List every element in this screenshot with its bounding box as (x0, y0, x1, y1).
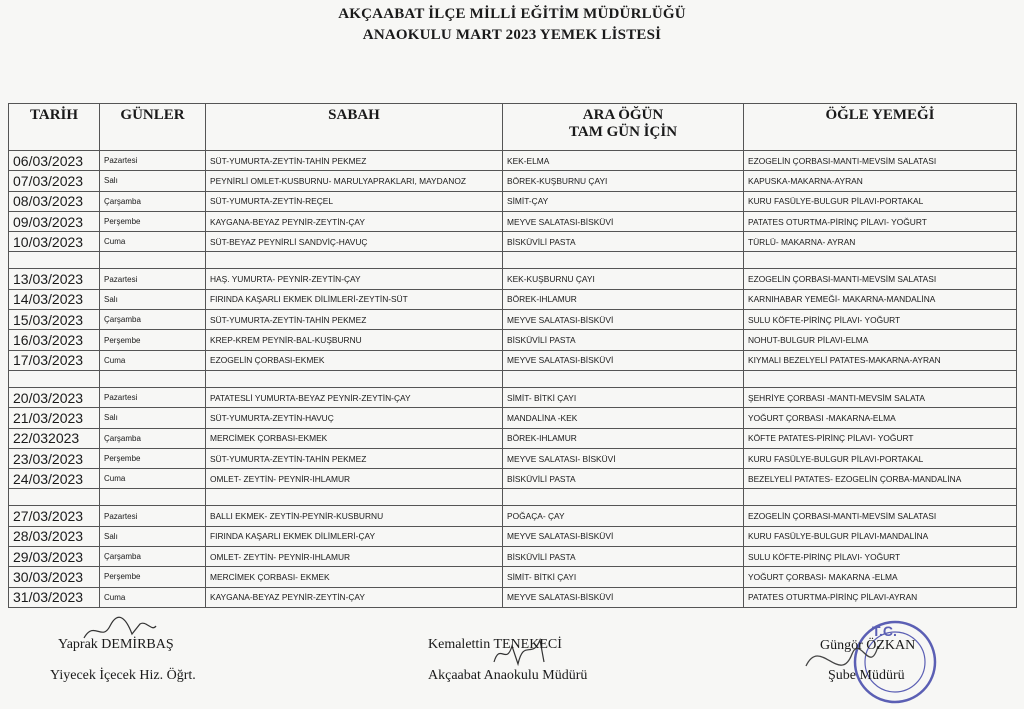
ogle-yemegi-cell: KIYMALI BEZELYELİ PATATES-MAKARNA-AYRAN (744, 350, 1017, 370)
signature-role-2: Akçaabat Anaokulu Müdürü (428, 668, 588, 683)
table-row (9, 587, 1017, 607)
ogle-yemegi-cell: KURU FASÜLYE-BULGUR PİLAVI-MANDALİNA (744, 526, 1017, 546)
empty-cell (503, 370, 744, 387)
ara-ogun-cell: BÖREK-IHLAMUR (503, 428, 744, 448)
table-row (9, 547, 1017, 567)
day-cell: Cuma (100, 232, 206, 252)
day-cell: Çarşamba (100, 547, 206, 567)
day-cell: Perşembe (100, 330, 206, 350)
table-row (9, 350, 1017, 370)
signature-name-1: Yaprak DEMİRBAŞ (58, 637, 174, 652)
ara-ogun-cell: SİMİT- BİTKİ ÇAYI (503, 387, 744, 407)
date-cell: 09/03/2023 (9, 211, 100, 231)
sabah-cell: SÜT-YUMURTA-ZEYTİN-HAVUÇ (206, 408, 503, 428)
day-cell: Pazartesi (100, 506, 206, 526)
ara-ogun-cell: MEYVE SALATASI-BİSKÜVİ (503, 350, 744, 370)
ara-ogun-cell: KEK-ELMA (503, 151, 744, 171)
sabah-cell: KREP-KREM PEYNİR-BAL-KUŞBURNU (206, 330, 503, 350)
ogle-yemegi-cell: KAPUSKA-MAKARNA-AYRAN (744, 171, 1017, 191)
day-cell: Çarşamba (100, 310, 206, 330)
sabah-cell: EZOGELİN ÇORBASI-EKMEK (206, 350, 503, 370)
table-row (9, 232, 1017, 252)
day-cell: Salı (100, 171, 206, 191)
day-cell: Cuma (100, 587, 206, 607)
sabah-cell: SÜT-BEYAZ PEYNİRLİ SANDVİÇ-HAVUÇ (206, 232, 503, 252)
week-separator-row (9, 489, 1017, 506)
date-cell: 23/03/2023 (9, 448, 100, 468)
ogle-yemegi-cell: KÖFTE PATATES-PİRİNÇ PİLAVI- YOĞURT (744, 428, 1017, 448)
signature-block-3 (790, 606, 990, 706)
sabah-cell: BALLI EKMEK- ZEYTİN-PEYNİR-KUSBURNU (206, 506, 503, 526)
empty-cell (744, 370, 1017, 387)
date-cell: 06/03/2023 (9, 151, 100, 171)
ara-ogun-cell: BİSKÜVİLİ PASTA (503, 469, 744, 489)
empty-cell (100, 252, 206, 269)
ogle-yemegi-cell: SULU KÖFTE-PİRİNÇ PİLAVI- YOĞURT (744, 547, 1017, 567)
empty-cell (503, 489, 744, 506)
ara-ogun-cell: BİSKÜVİLİ PASTA (503, 547, 744, 567)
table-row (9, 448, 1017, 468)
date-cell: 21/03/2023 (9, 408, 100, 428)
empty-cell (744, 489, 1017, 506)
header-line-2: ANAOKULU MART 2023 YEMEK LİSTESİ (362, 27, 662, 43)
ogle-yemegi-cell: SULU KÖFTE-PİRİNÇ PİLAVI- YOĞURT (744, 310, 1017, 330)
official-stamp-icon (800, 606, 950, 706)
day-cell: Salı (100, 408, 206, 428)
empty-cell (100, 489, 206, 506)
sabah-cell: SÜT-YUMURTA-ZEYTİN-TAHİN PEKMEZ (206, 310, 503, 330)
empty-cell (503, 252, 744, 269)
ara-ogun-cell: SİMİT-ÇAY (503, 191, 744, 211)
table-row (9, 289, 1017, 309)
empty-cell (744, 252, 1017, 269)
table-row (9, 469, 1017, 489)
col-header-gunler: GÜNLER (100, 104, 206, 151)
day-cell: Pazartesi (100, 269, 206, 289)
ogle-yemegi-cell: KURU FASÜLYE-BULGUR PİLAVI-PORTAKAL (744, 191, 1017, 211)
col-header-sabah: SABAH (206, 104, 503, 151)
table-row (9, 191, 1017, 211)
ara-ogun-cell: MEYVE SALATASI-BİSKÜVİ (503, 310, 744, 330)
sabah-cell: OMLET- ZEYTİN- PEYNİR-IHLAMUR (206, 547, 503, 567)
week-separator-row (9, 370, 1017, 387)
signature-block-1 (50, 628, 250, 698)
table-row (9, 330, 1017, 350)
date-cell: 29/03/2023 (9, 547, 100, 567)
sabah-cell: SÜT-YUMURTA-ZEYTİN-TAHİN PEKMEZ (206, 448, 503, 468)
day-cell: Perşembe (100, 211, 206, 231)
day-cell: Çarşamba (100, 428, 206, 448)
ara-ogun-cell: KEK-KUŞBURNU ÇAYI (503, 269, 744, 289)
table-row (9, 567, 1017, 587)
date-cell: 17/03/2023 (9, 350, 100, 370)
menu-table-body (9, 151, 1017, 608)
day-cell: Perşembe (100, 448, 206, 468)
date-cell: 14/03/2023 (9, 289, 100, 309)
ara-ogun-cell: BÖREK-IHLAMUR (503, 289, 744, 309)
empty-cell (9, 489, 100, 506)
ogle-yemegi-cell: BEZELYELİ PATATES- EZOGELİN ÇORBA-MANDALİNA (744, 469, 1017, 489)
signature-name-2: Kemalettin TENEKECİ (428, 637, 562, 652)
day-cell: Pazartesi (100, 387, 206, 407)
col-header-ara-ogun-line2: TAM GÜN İÇİN (568, 124, 678, 140)
ogle-yemegi-cell: TÜRLÜ- MAKARNA- AYRAN (744, 232, 1017, 252)
signature-block-2 (428, 628, 628, 698)
empty-cell (206, 489, 503, 506)
empty-cell (9, 370, 100, 387)
ara-ogun-cell: MEYVE SALATASI- BİSKÜVİ (503, 448, 744, 468)
table-header-row (9, 104, 1017, 151)
sabah-cell: MERCİMEK ÇORBASI- EKMEK (206, 567, 503, 587)
table-row (9, 526, 1017, 546)
sabah-cell: FIRINDA KAŞARLI EKMEK DİLİMLERİ-ÇAY (206, 526, 503, 546)
day-cell: Salı (100, 289, 206, 309)
empty-cell (9, 252, 100, 269)
sabah-cell: PATATESLİ YUMURTA-BEYAZ PEYNİR-ZEYTİN-ÇAY (206, 387, 503, 407)
sabah-cell: SÜT-YUMURTA-ZEYTİN-TAHİN PEKMEZ (206, 151, 503, 171)
ogle-yemegi-cell: YOĞURT ÇORBASI -MAKARNA-ELMA (744, 408, 1017, 428)
col-header-ara-ogun-line1: ARA ÖĞÜN (582, 107, 664, 123)
date-cell: 22/032023 (9, 428, 100, 448)
table-row (9, 211, 1017, 231)
ogle-yemegi-cell: EZOGELİN ÇORBASI-MANTI-MEVSİM SALATASI (744, 151, 1017, 171)
date-cell: 16/03/2023 (9, 330, 100, 350)
day-cell: Salı (100, 526, 206, 546)
ogle-yemegi-cell: KURU FASÜLYE-BULGUR PİLAVI-PORTAKAL (744, 448, 1017, 468)
table-row (9, 269, 1017, 289)
col-header-ara-ogun (503, 104, 744, 151)
day-cell: Çarşamba (100, 191, 206, 211)
date-cell: 28/03/2023 (9, 526, 100, 546)
col-header-ogle-yemegi: ÖĞLE YEMEĞİ (744, 104, 1017, 151)
ara-ogun-cell: BİSKÜVİLİ PASTA (503, 330, 744, 350)
date-cell: 08/03/2023 (9, 191, 100, 211)
week-separator-row (9, 252, 1017, 269)
ogle-yemegi-cell: EZOGELİN ÇORBASI-MANTI-MEVSİM SALATASI (744, 269, 1017, 289)
sabah-cell: KAYGANA-BEYAZ PEYNİR-ZEYTİN-ÇAY (206, 587, 503, 607)
date-cell: 13/03/2023 (9, 269, 100, 289)
header-line-1: AKÇAABAT İLÇE MİLLİ EĞİTİM MÜDÜRLÜĞÜ (338, 6, 686, 22)
date-cell: 31/03/2023 (9, 587, 100, 607)
ara-ogun-cell: POĞAÇA- ÇAY (503, 506, 744, 526)
ogle-yemegi-cell: PATATES OTURTMA-PİRİNÇ PİLAVI-AYRAN (744, 587, 1017, 607)
ogle-yemegi-cell: NOHUT-BULGUR PİLAVI-ELMA (744, 330, 1017, 350)
date-cell: 27/03/2023 (9, 506, 100, 526)
empty-cell (206, 252, 503, 269)
ogle-yemegi-cell: KARNIHABAR YEMEĞİ- MAKARNA-MANDALİNA (744, 289, 1017, 309)
table-row (9, 428, 1017, 448)
ogle-yemegi-cell: YOĞURT ÇORBASI- MAKARNA -ELMA (744, 567, 1017, 587)
ara-ogun-cell: BÖREK-KUŞBURNU ÇAYI (503, 171, 744, 191)
ara-ogun-cell: SİMİT- BİTKİ ÇAYI (503, 567, 744, 587)
table-row (9, 387, 1017, 407)
col-header-tarih: TARİH (9, 104, 100, 151)
date-cell: 10/03/2023 (9, 232, 100, 252)
sabah-cell: SÜT-YUMURTA-ZEYTİN-REÇEL (206, 191, 503, 211)
ara-ogun-cell: MANDALİNA -KEK (503, 408, 744, 428)
table-row (9, 408, 1017, 428)
sabah-cell: MERCİMEK ÇORBASI-EKMEK (206, 428, 503, 448)
sabah-cell: HAŞ. YUMURTA- PEYNİR-ZEYTİN-ÇAY (206, 269, 503, 289)
signature-role-3: Şube Müdürü (828, 668, 905, 683)
day-cell: Perşembe (100, 567, 206, 587)
signature-name-3: Güngör ÖZKAN (820, 638, 916, 653)
sabah-cell: PEYNİRLİ OMLET-KUSBURNU- MARULYAPRAKLARI, MAYDANOZ (206, 171, 503, 191)
ara-ogun-cell: MEYVE SALATASI-BİSKÜVİ (503, 526, 744, 546)
table-row (9, 310, 1017, 330)
table-row (9, 151, 1017, 171)
day-cell: Cuma (100, 350, 206, 370)
date-cell: 24/03/2023 (9, 469, 100, 489)
signature-role-1: Yiyecek İçecek Hiz. Öğrt. (50, 668, 196, 683)
menu-table (8, 103, 1017, 608)
table-row (9, 171, 1017, 191)
ogle-yemegi-cell: ŞEHRİYE ÇORBASI -MANTI-MEVSİM SALATA (744, 387, 1017, 407)
ogle-yemegi-cell: PATATES OTURTMA-PİRİNÇ PİLAVI- YOĞURT (744, 211, 1017, 231)
day-cell: Pazartesi (100, 151, 206, 171)
date-cell: 20/03/2023 (9, 387, 100, 407)
ogle-yemegi-cell: EZOGELİN ÇORBASI-MANTI-MEVSİM SALATASI (744, 506, 1017, 526)
day-cell: Cuma (100, 469, 206, 489)
ara-ogun-cell: MEYVE SALATASI-BİSKÜVİ (503, 211, 744, 231)
ara-ogun-cell: BİSKÜVİLİ PASTA (503, 232, 744, 252)
date-cell: 07/03/2023 (9, 171, 100, 191)
ara-ogun-cell: MEYVE SALATASI-BİSKÜVİ (503, 587, 744, 607)
empty-cell (206, 370, 503, 387)
empty-cell (100, 370, 206, 387)
sabah-cell: FIRINDA KAŞARLI EKMEK DİLİMLERİ-ZEYTİN-SÜT (206, 289, 503, 309)
date-cell: 15/03/2023 (9, 310, 100, 330)
sabah-cell: OMLET- ZEYTİN- PEYNİR-IHLAMUR (206, 469, 503, 489)
date-cell: 30/03/2023 (9, 567, 100, 587)
table-row (9, 506, 1017, 526)
sabah-cell: KAYGANA-BEYAZ PEYNİR-ZEYTİN-ÇAY (206, 211, 503, 231)
svg-text:T.C.: T.C. (872, 623, 897, 639)
